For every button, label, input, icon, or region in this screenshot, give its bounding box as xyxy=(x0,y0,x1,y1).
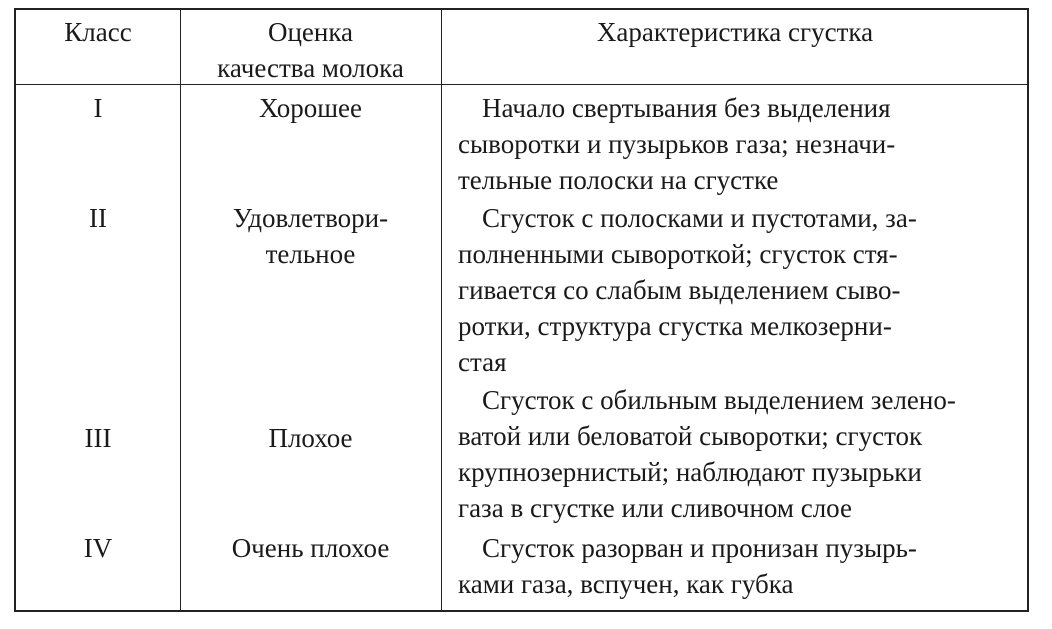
header-quality xyxy=(180,14,441,86)
row-3-char-line-3: крупнозернистый; наблюдают пузырьки xyxy=(458,457,922,487)
header-class: Класс xyxy=(64,17,132,47)
row-3-quality xyxy=(180,420,441,456)
row-1-char-line-2: сыворотки и пузырьков газа; незначи- xyxy=(458,129,896,159)
row-2-char-line-4: ротки, структура сгустка мелкозерни- xyxy=(458,311,892,341)
row-2-quality-line-1: Удовлетвори- xyxy=(232,203,389,233)
row-1-char-line-3: тельные полоски на сгустке xyxy=(458,165,779,195)
row-4-quality-line-1: Очень плохое xyxy=(231,533,390,563)
row-1-characteristic xyxy=(458,90,895,198)
row-1-char-line-1: Начало свертывания без выделения xyxy=(482,93,891,123)
row-2-char-line-1: Сгусток с полосками и пустотами, за- xyxy=(482,203,917,233)
row-2-characteristic xyxy=(458,200,917,380)
row-4-char-line-1: Сгусток разорван и пронизан пузырь- xyxy=(482,533,917,563)
row-3-char-line-1: Сгусток с обильным выделением зелено- xyxy=(482,385,956,415)
header-quality-line-1: Оценка xyxy=(267,17,354,47)
row-3-quality-line-1: Плохое xyxy=(268,423,353,453)
row-1-quality xyxy=(180,90,441,126)
header-quality-line-2: качества молока xyxy=(217,53,404,83)
row-3-characteristic xyxy=(458,382,956,526)
row-2-char-line-2: полненными сывороткой; сгусток стя- xyxy=(458,239,898,269)
row-1-quality-line-1: Хорошее xyxy=(258,93,363,123)
header-characteristic: Характеристика сгустка xyxy=(596,17,874,47)
row-2-quality-line-2: тельное xyxy=(265,239,356,269)
header-divider xyxy=(16,84,1027,85)
row-2-char-line-3: гивается со слабым выделением сыво- xyxy=(458,275,901,305)
milk-quality-table xyxy=(14,8,1029,612)
row-2-quality xyxy=(180,200,441,272)
row-3-class: III xyxy=(84,423,112,453)
column-divider-2 xyxy=(441,10,442,610)
row-4-characteristic xyxy=(458,530,917,602)
row-3-char-line-4: газа в сгустке или сливочном слое xyxy=(458,493,852,523)
row-3-char-line-2: ватой или беловатой сыворотки; сгусток xyxy=(458,421,923,451)
row-2-class: II xyxy=(89,203,107,233)
row-4-class: IV xyxy=(83,533,113,563)
row-4-quality xyxy=(180,530,441,566)
row-2-char-line-5: стая xyxy=(458,347,507,377)
row-4-char-line-2: ками газа, вспучен, как губка xyxy=(458,569,794,599)
row-1-class: I xyxy=(93,93,103,123)
